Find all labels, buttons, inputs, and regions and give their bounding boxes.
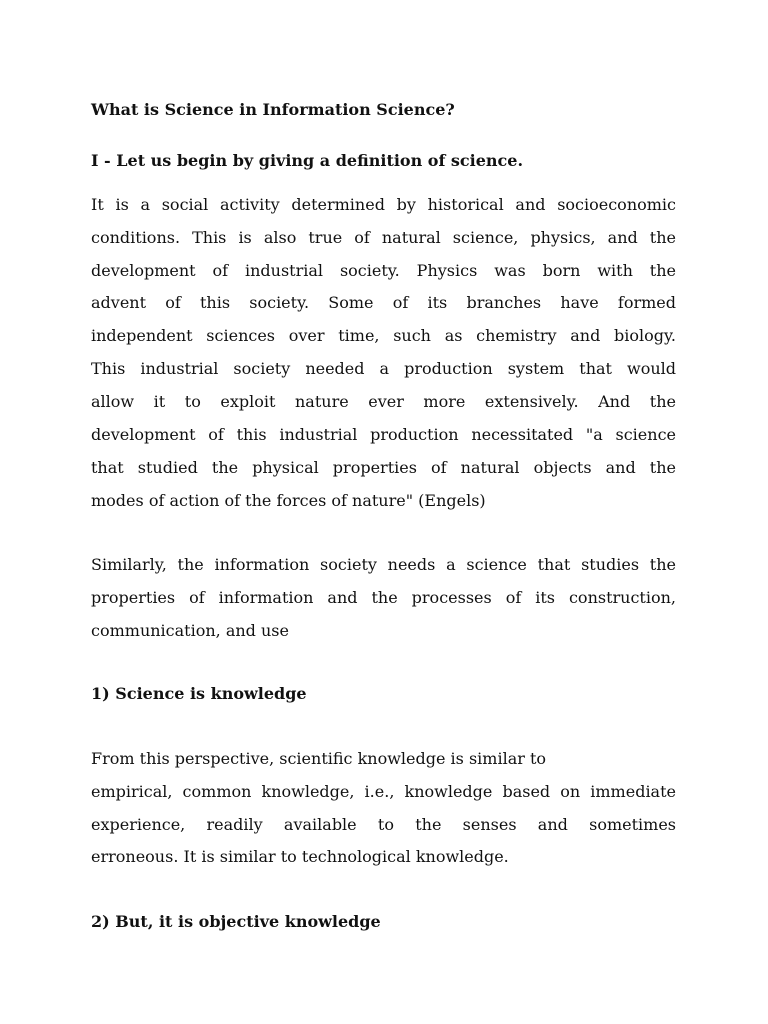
paragraph-line: advent of this society. Some of its branches have formed: [91, 293, 676, 312]
paragraph-line: It is a social activity determined by historical and socioeconomic: [91, 195, 676, 214]
paragraph-line: allow it to exploit nature ever more extensively. And the: [91, 392, 676, 411]
paragraph-line: erroneous. It is similar to technological knowledge.: [91, 847, 509, 866]
paragraph-line: independent sciences over time, such as chemistry and biology.: [91, 326, 676, 345]
document-title: What is Science in Information Science?: [91, 100, 455, 119]
paragraph-line: development of this industrial production necessitated "a science: [91, 425, 676, 444]
paragraph-line: communication, and use: [91, 621, 289, 640]
paragraph-line: that studied the physical properties of natural objects and the: [91, 458, 676, 477]
paragraph-line: conditions. This is also true of natural science, physics, and the: [91, 228, 676, 247]
paragraph-line: development of industrial society. Physics was born with the: [91, 261, 676, 280]
paragraph-line: This industrial society needed a production system that would: [91, 359, 676, 378]
paragraph-line: Similarly, the information society needs a science that studies the: [91, 555, 676, 574]
section-heading-intro: I - Let us begin by giving a definition of science.: [91, 151, 524, 170]
section-heading-1: 1) Science is knowledge: [91, 684, 307, 703]
paragraph-line: properties of information and the processes of its construction,: [91, 588, 676, 607]
section-heading-2: 2) But, it is objective knowledge: [91, 912, 381, 931]
paragraph-line: modes of action of the forces of nature" (Engels): [91, 491, 486, 510]
paragraph-line: experience, readily available to the senses and sometimes: [91, 815, 676, 834]
paragraph-line: From this perspective, scientific knowledge is similar to: [91, 749, 547, 768]
paragraph-line: empirical, common knowledge, i.e., knowledge based on immediate: [91, 782, 676, 801]
